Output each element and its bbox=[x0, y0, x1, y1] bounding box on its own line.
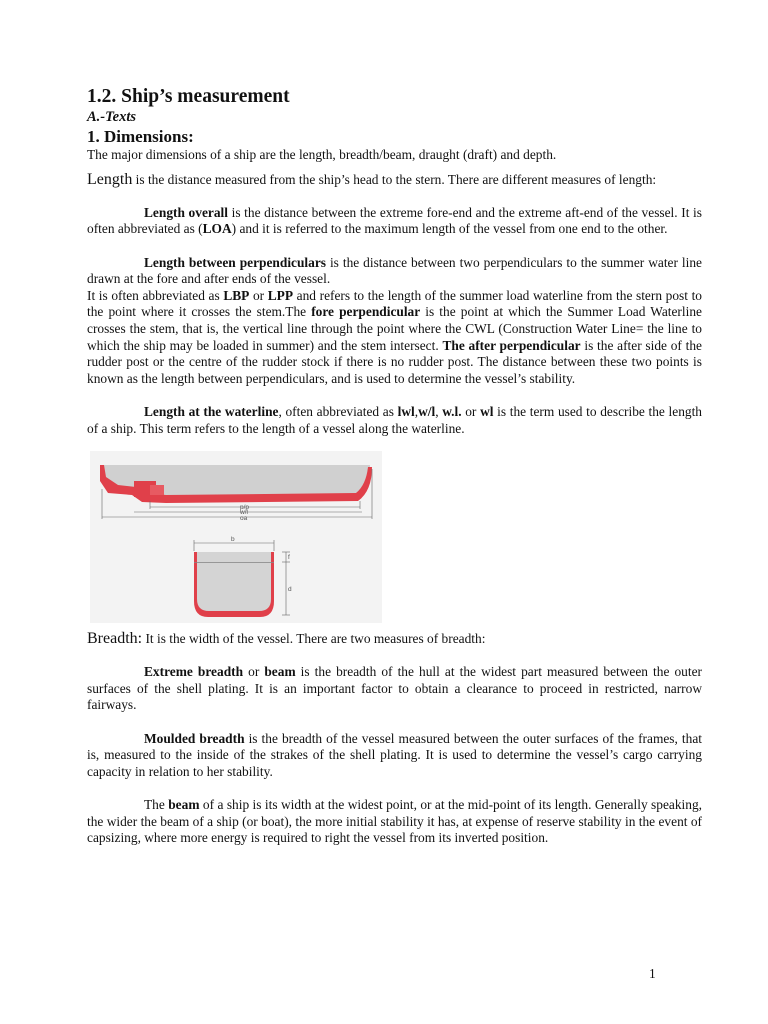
intro-paragraph: The major dimensions of a ship are the length, breadth/beam, draught (draft) and depth. bbox=[87, 147, 557, 162]
length-perpendiculars-term: Length between perpendiculars bbox=[144, 254, 326, 270]
page-number: 1 bbox=[649, 966, 656, 981]
ship-dimensions-diagram bbox=[90, 451, 382, 623]
breadth-term: Breadth: bbox=[87, 630, 143, 648]
length-overall-paragraph: Length overall is the distance between the extreme fore-end and the extreme aft-end of the vessel. It is often abbreviated as (LOA) and it is referred to the maximum length of the vessel from one end to the other. bbox=[87, 204, 702, 237]
length-waterline-paragraph: Length at the waterline, often abbreviated as lwl,w/l, w.l. or wl is the term used to describe the length of a ship. This term refers to the length of a vessel along the waterline. bbox=[87, 403, 702, 436]
length-perpendiculars-paragraph: Length between perpendiculars is the distance between two perpendiculars to the summer water line drawn at the fore and after ends of the vessel. bbox=[87, 254, 702, 287]
length-term: Length bbox=[87, 170, 133, 188]
waterline-mark bbox=[194, 562, 274, 563]
ship-dimensions-figure bbox=[90, 451, 382, 623]
section-subtitle: A.-Texts bbox=[87, 109, 137, 125]
side-hull-stern-detail bbox=[150, 485, 164, 495]
length-overall-term: Length overall bbox=[144, 204, 228, 220]
extreme-breadth-term: Extreme breadth bbox=[144, 664, 244, 680]
moulded-breadth-term: Moulded breadth bbox=[144, 730, 245, 746]
cross-section-body bbox=[194, 552, 274, 615]
lbp-paragraph: It is often abbreviated as LBP or LPP and refers to the length of the summer load waterline from the stern post to the point where it crosses the stem.The fore perpendicular is the point at which the Summer Load Waterline crosses the stem, that is, the vertical line through the point where the CWL (Construction Water Line= the line to which the ship may be loaded in summer) and the stem intersect. The after perpendicular is the after side of the rudder post or the centre of the rudder stock if there is no rudder post. The distance between these two points is known as the length between perpendiculars, and is used to determine the vessel’s stability. bbox=[87, 287, 702, 386]
extreme-breadth-paragraph: Extreme breadth or beam is the breadth of the hull at the widest part measured between the outer surfaces of the shell plating. It is an important factor to obtain a clearance to proceed in restricted, narrow fairways. bbox=[87, 664, 702, 713]
label-pp: p/p bbox=[240, 504, 250, 512]
label-d: d bbox=[288, 586, 292, 594]
moulded-breadth-paragraph: Moulded breadth is the breadth of the vessel measured between the outer surfaces of the frames, that is, measured to the inside of the strakes of the shell plating. It is used to determine the vessel’s cargo carrying capacity in relation to her stability. bbox=[87, 730, 702, 779]
length-paragraph: Length is the distance measured from the ship’s head to the stern. There are different measures of length: bbox=[87, 170, 657, 188]
breadth-paragraph: Breadth: It is the width of the vessel. There are two measures of breadth: bbox=[87, 630, 486, 648]
page-title: 1.2. Ship’s measurement bbox=[87, 86, 290, 107]
beam-paragraph: The beam of a ship is its width at the widest point, or at the mid-point of its length. Generally speaking, the wider the beam of a ship (or boat), the more initial stability it has, at expense of reserve stability in the event of capsizing, where more energy is required to right the vessel from its inverted position. bbox=[87, 797, 702, 846]
document-page bbox=[87, 86, 702, 847]
label-b: b bbox=[231, 536, 235, 544]
beam-term: beam bbox=[168, 797, 200, 813]
label-oa: oa bbox=[240, 515, 248, 523]
label-wl: w/l bbox=[240, 509, 248, 517]
label-f: f bbox=[288, 554, 290, 562]
length-waterline-term: Length at the waterline bbox=[144, 403, 279, 419]
section-heading: 1. Dimensions: bbox=[87, 127, 194, 146]
